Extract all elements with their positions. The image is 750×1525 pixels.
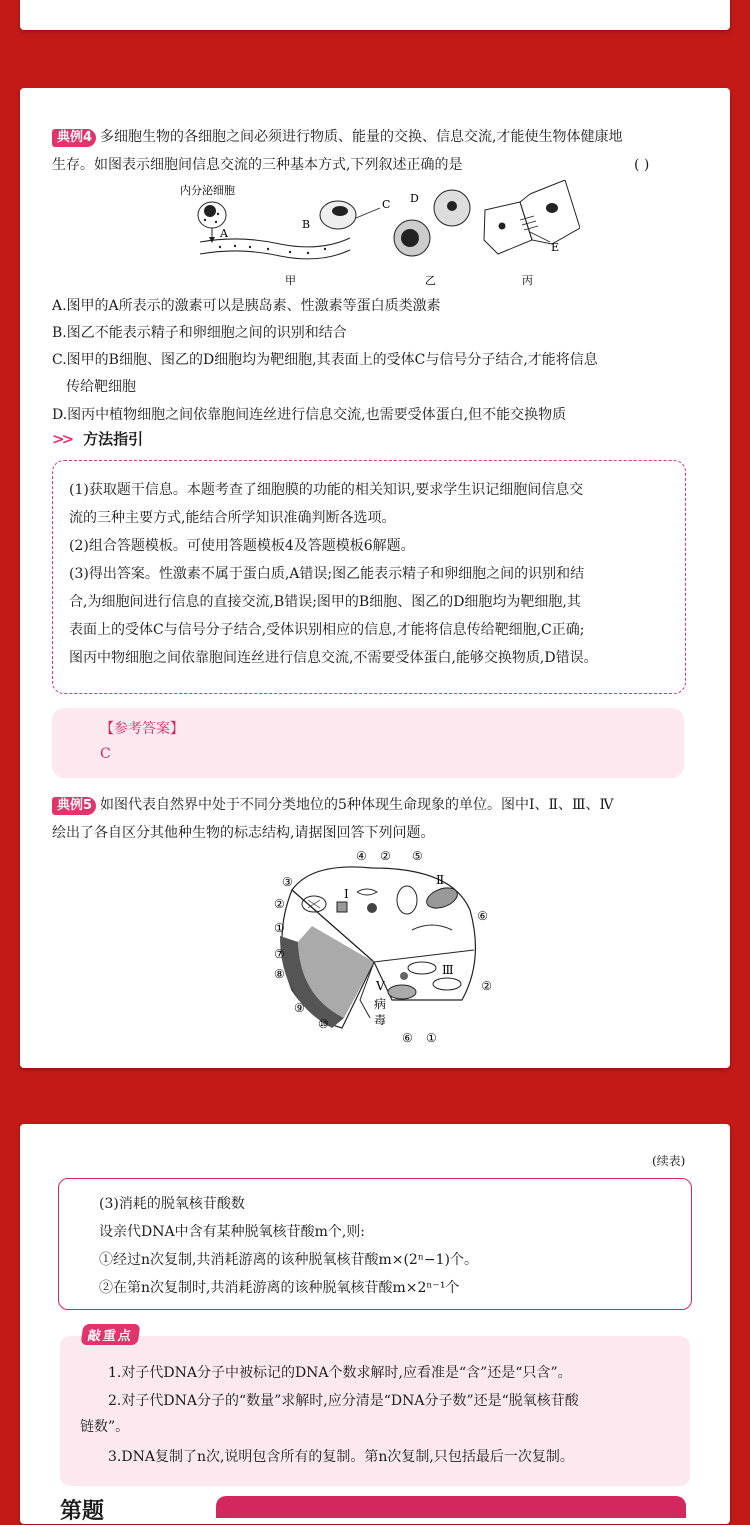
marker-5: ⑤	[412, 850, 423, 863]
marker-2-left: ②	[274, 897, 285, 911]
method-heading: >> 方法指引	[52, 430, 144, 448]
marker-8: ⑧	[274, 967, 285, 981]
label-C: C	[382, 198, 391, 211]
marker-4: ④	[356, 850, 367, 863]
example5-tag: 典例5	[52, 797, 96, 815]
example5-stem-line2: 绘出了各自区分其他种生物的标志结构,请据图回答下列问题。	[52, 825, 435, 841]
five-organisms-figure	[252, 850, 492, 1046]
option-B: B.图乙不能表示精子和卵细胞之间的识别和结合	[52, 325, 347, 341]
marker-3: ③	[282, 875, 293, 889]
table-line: (3)消耗的脱氧核苷酸数	[99, 1196, 245, 1212]
caption-jia: 甲	[285, 274, 296, 287]
marker-1-left: ①	[274, 921, 285, 935]
method-line: 表面上的受体C与信号分子结合,受体识别相应的信息,才能将信息传给靶细胞,C正确;	[69, 622, 585, 638]
example5-stem-line1: 典例5 如图代表自然界中处于不同分类地位的5种体现生命现象的单位。图中Ⅰ、Ⅱ、Ⅲ、Ⅳ	[52, 794, 702, 816]
answer-value: C	[100, 746, 111, 762]
marker-7: ⑦	[274, 947, 285, 961]
option-C: C.图甲的B细胞、图乙的D细胞均为靶细胞,其表面上的受体C与信号分子结合,才能将信息	[52, 352, 598, 368]
marker-2-right: ②	[481, 979, 492, 993]
label-B: B	[302, 218, 311, 231]
example-card	[20, 88, 730, 1068]
previous-page-card	[20, 0, 730, 30]
key-line: 1.对子代DNA分子中被标记的DNA个数求解时,应看准是“含”还是“只含”。	[108, 1365, 572, 1381]
roman-III: Ⅲ	[442, 963, 454, 977]
table-line: 设亲代DNA中含有某种脱氧核苷酸m个,则:	[99, 1224, 366, 1240]
marker-1-bottom: ①	[426, 1031, 437, 1045]
option-A: A.图甲的A所表示的激素可以是胰岛素、性激素等蛋白质类激素	[52, 298, 441, 314]
table-frame	[58, 1178, 692, 1310]
next-section-strip	[216, 1496, 686, 1518]
method-line: (2)组合答题模板。可使用答题模板4及答题模板6解题。	[69, 538, 415, 554]
label-E: E	[551, 241, 560, 254]
answer-bracket: ( )	[634, 157, 650, 173]
marker-6-bottom: ⑥	[402, 1031, 413, 1045]
key-points-tag: 敲重点	[81, 1324, 141, 1345]
continued-label: (续表)	[652, 1154, 686, 1168]
marker-2-top: ②	[380, 850, 391, 863]
marker-9: ⑨	[294, 1001, 305, 1015]
roman-I: Ⅰ	[344, 887, 349, 901]
label-endocrine-cell: 内分泌细胞	[180, 184, 235, 197]
roman-II: Ⅱ	[436, 873, 445, 887]
marker-6-right: ⑥	[477, 909, 488, 923]
example4-stem-line2: 生存。如图表示细胞间信息交流的三种基本方式,下列叙述正确的是	[52, 157, 463, 173]
answer-box	[52, 708, 684, 778]
example4-stem-line1: 典例4 多细胞生物的各细胞之间必须进行物质、能量的交换、信息交流,才能使生物体健康地	[52, 126, 702, 148]
method-line: (1)获取题干信息。本题考查了细胞膜的功能的相关知识,要求学生识记细胞间信息交	[69, 482, 584, 498]
next-section-label: 第题	[60, 1499, 105, 1524]
method-line: 流的三种主要方式,能结合所学知识准确判断各选项。	[69, 510, 396, 526]
table-line: ②在第n次复制时,共消耗游离的该种脱氧核苷酸m×2ⁿ⁻¹个	[99, 1280, 460, 1296]
label-A: A	[220, 227, 228, 240]
method-line: (3)得出答案。性激素不属于蛋白质,A错误;图乙能表示精子和卵细胞之间的识别和结	[69, 566, 585, 582]
notes-card	[20, 1124, 730, 1524]
key-line: 2.对子代DNA分子的“数量”求解时,应分清是“DNA分子数”还是“脱氧核苷酸	[108, 1393, 579, 1409]
table-line: ①经过n次复制,共消耗游离的该种脱氧核苷酸m×(2ⁿ−1)个。	[99, 1252, 478, 1268]
label-D: D	[410, 192, 419, 205]
caption-yi: 乙	[425, 274, 436, 287]
answer-title: 【参考答案】	[100, 721, 184, 737]
method-line: 图丙中物细胞之间依靠胞间连丝进行信息交流,不需要受体蛋白,能够交换物质,D错误。	[69, 650, 598, 666]
method-box	[52, 460, 686, 694]
virus-label-2: 毒	[374, 1013, 387, 1027]
key-line: 3.DNA复制了n次,说明包含所有的复制。第n次复制,只包括最后一次复制。	[108, 1449, 574, 1465]
key-line: 链数”。	[80, 1419, 130, 1435]
option-C-cont: 传给靶细胞	[66, 379, 136, 395]
marker-10: ⑩	[318, 1017, 329, 1031]
roman-V: Ⅴ	[376, 979, 385, 993]
caption-bing: 丙	[522, 274, 533, 287]
option-D: D.图丙中植物细胞之间依靠胞间连丝进行信息交流,也需要受体蛋白,但不能交换物质	[52, 407, 567, 423]
method-line: 合,为细胞间进行信息的直接交流,B错误;图甲的B细胞、图乙的D细胞均为靶细胞,其	[69, 594, 581, 610]
double-chevron-icon: >>	[52, 430, 72, 448]
key-points-box	[60, 1336, 690, 1486]
example4-tag: 典例4	[52, 129, 96, 147]
cell-communication-figure	[180, 180, 580, 292]
virus-label-1: 病	[374, 997, 387, 1011]
